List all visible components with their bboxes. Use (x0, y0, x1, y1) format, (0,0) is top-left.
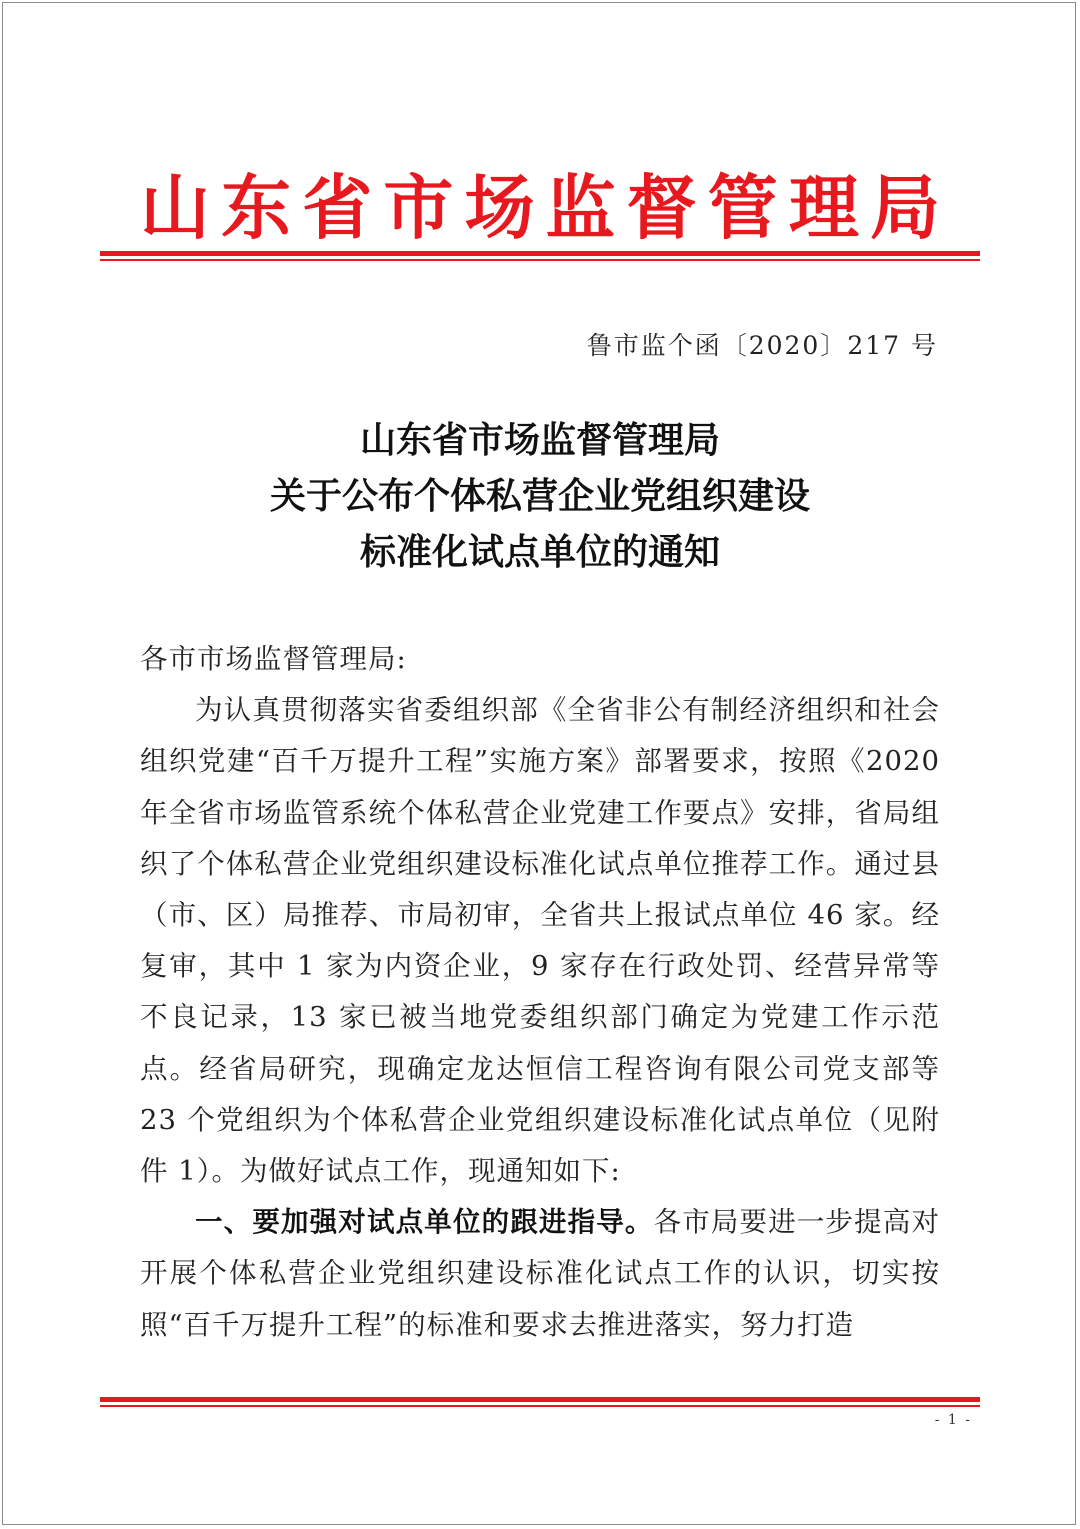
header-char: 市 (383, 166, 454, 249)
section-paragraph (140, 1197, 940, 1351)
section-heading: 一、要加强对试点单位的跟进指导。 (195, 1206, 654, 1239)
document-title (100, 412, 980, 580)
title-line-2: 关于公布个体私营企业党组织建设 (269, 475, 810, 517)
header-char: 山 (140, 166, 210, 249)
document-body (140, 634, 940, 1351)
issuing-authority-header (100, 168, 980, 248)
header-char: 理 (788, 166, 859, 249)
title-line-1: 山东省市场监督管理局 (359, 419, 720, 461)
document-number: 鲁市监个函〔2020〕217 号 (586, 331, 938, 360)
header-red-divider (100, 251, 980, 261)
header-char: 省 (302, 166, 373, 249)
header-char: 管 (707, 166, 778, 249)
salutation: 各市市场监督管理局: (140, 643, 407, 675)
header-char: 场 (464, 166, 535, 249)
header-char: 督 (626, 166, 697, 249)
footer-red-divider (100, 1397, 980, 1407)
body-paragraph: 为认真贯彻落实省委组织部《全省非公有制经济组织和社会组织党建“百千万提升工程”实施方案》部署要求，按照《2020年全省市场监管系统个体私营企业党建工作要点》安排，省局组织了个体私营企业党组织建设标准化试点单位推荐工作。通过县（市、区）局推荐、市局初审，全省共上报试点单位 46 家。经复审，其中 1 家为内资企业，9 家存在行政处罚、经营异常等不良记录，13 家已被当地党委组织部门确定为党建工作示范点。经省局研究，现确定龙达恒信工程咨询有限公司党支部等 23 个党组织为个体私营企业党组织建设标准化试点单位（见附件 1）。为做好试点工作，现通知如下: (140, 694, 940, 1188)
title-line-3: 标准化试点单位的通知 (359, 531, 720, 573)
section-text: 各市局要进一步提高对开展个体私营企业党组织建设标准化试点工作的认识，切实按照“百千万提升工程”的标准和要求去推进落实，努力打造 (140, 1206, 941, 1341)
header-char: 东 (221, 166, 292, 249)
header-char: 局 (869, 166, 940, 249)
page-number: - 1 - (934, 1412, 972, 1428)
header-char: 监 (545, 166, 616, 249)
